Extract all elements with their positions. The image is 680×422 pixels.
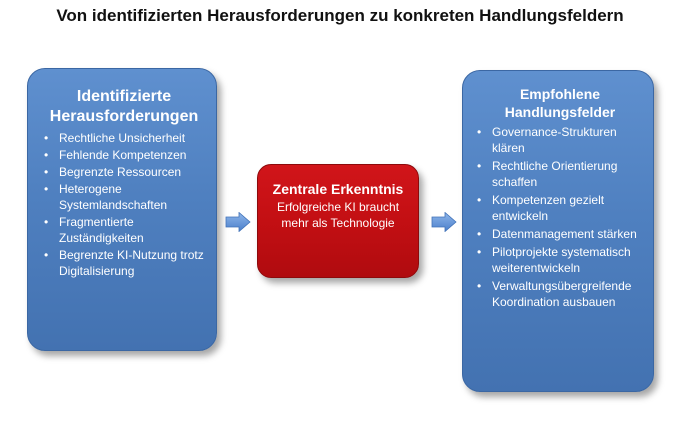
bullet-icon: • — [44, 148, 49, 162]
key-insight-heading: Zentrale Erkenntnis — [272, 181, 404, 197]
bullet-icon: • — [477, 279, 482, 293]
list-item: • Begrenzte Ressourcen — [44, 165, 182, 179]
bullet-icon: • — [44, 182, 49, 196]
list-item: • Begrenzte KI-Nutzung trotz Digitalisierung — [44, 248, 204, 278]
bullet-icon: • — [44, 215, 49, 229]
challenges-heading: Identifizierte Herausforderungen — [49, 88, 199, 125]
list-item: • Rechtliche Unsicherheit — [44, 131, 186, 145]
bullet-icon: • — [477, 245, 482, 259]
bullet-icon: • — [477, 125, 482, 139]
action-fields-heading: Empfohlene Handlungsfelder — [504, 86, 616, 120]
list-item: • Pilotprojekte systematisch weiterentwickeln — [477, 245, 631, 275]
key-insight-text: Erfolgreiche KI braucht mehr als Technologie — [276, 200, 400, 230]
list-item: • Fehlende Kompetenzen — [44, 148, 187, 162]
list-item: • Governance-Strukturen klären — [477, 125, 617, 155]
list-item: • Fragmentierte Zuständigkeiten — [44, 215, 144, 245]
action-fields-box — [462, 70, 654, 392]
key-insight-box — [257, 164, 419, 278]
bullet-icon: • — [44, 131, 49, 145]
diagram-title: Von identifizierten Herausforderungen zu konkreten Handlungsfeldern — [56, 6, 624, 25]
list-item: • Datenmanagement stärken — [477, 227, 637, 241]
bullet-icon: • — [477, 227, 482, 241]
list-item: • Verwaltungsübergreifende Koordination ausbauen — [477, 279, 632, 309]
bullet-icon: • — [477, 159, 482, 173]
bullet-icon: • — [44, 165, 49, 179]
challenges-box — [27, 68, 217, 351]
arrow-right-icon — [431, 212, 457, 232]
action-fields-list — [475, 124, 645, 310]
arrow-right-icon — [225, 212, 251, 232]
list-item: • Heterogene Systemlandschaften — [44, 182, 168, 212]
list-item: • Rechtliche Orientierung schaffen — [477, 159, 618, 189]
bullet-icon: • — [44, 248, 49, 262]
challenges-list — [42, 130, 206, 279]
list-item: • Kompetenzen gezielt entwickeln — [477, 193, 605, 223]
bullet-icon: • — [477, 193, 482, 207]
